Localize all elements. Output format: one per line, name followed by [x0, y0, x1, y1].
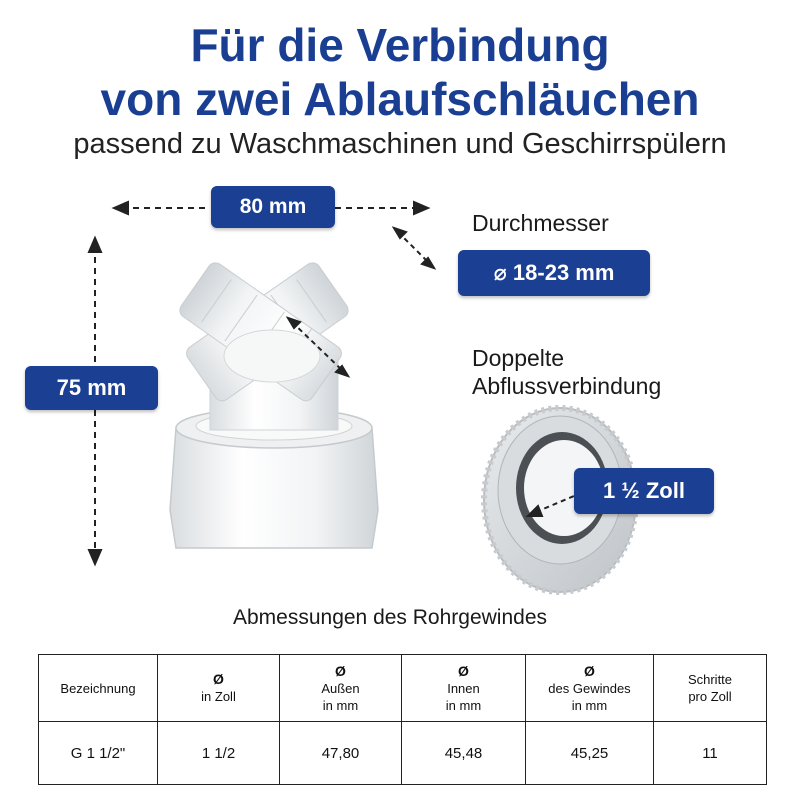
header-cell: [402, 655, 526, 722]
header-line-2: pro Zoll: [688, 689, 732, 704]
table-header-row: [39, 655, 767, 722]
double-label-line-2: Abflussverbindung: [472, 373, 662, 399]
diameter-symbol: Ø: [584, 662, 595, 679]
header-cell: [39, 655, 158, 722]
header-line-2: in mm: [322, 697, 359, 713]
double-connection-label: [472, 344, 661, 400]
header-line-1: Schritte: [687, 672, 733, 687]
y-connector-icon: [170, 260, 378, 548]
subtitle: passend zu Waschmaschinen und Geschirrspülern: [73, 128, 727, 160]
header-line-2: in mm: [445, 697, 482, 713]
diameter-label: Durchmesser: [472, 210, 609, 236]
header-line-1: Außen: [321, 680, 360, 696]
header-line-1: in Zoll: [201, 689, 236, 704]
height-badge: 75 mm: [25, 366, 158, 410]
diameter-symbol: Ø: [335, 662, 346, 679]
header-line-1: Bezeichnung: [60, 680, 136, 696]
header-cell: [526, 655, 654, 722]
header-line-2: in mm: [571, 697, 608, 713]
width-badge: 80 mm: [211, 186, 335, 228]
table-title: Abmessungen des Rohrgewindes: [232, 606, 548, 629]
double-label-line-1: Doppelte: [472, 345, 565, 371]
table-cell: 47,80: [280, 722, 402, 785]
table-cell: 45,48: [402, 722, 526, 785]
header-line-1: des Gewindes: [548, 680, 631, 696]
table-cell: 11: [654, 722, 767, 785]
header-cell: [158, 655, 280, 722]
table-cell: 1 1/2: [158, 722, 280, 785]
thread-size-badge: 1 ½ Zoll: [574, 468, 714, 514]
diameter-symbol: Ø: [458, 662, 469, 679]
thread-spec-table: [38, 654, 767, 785]
table-cell: G 1 1/2": [39, 722, 158, 785]
title-line-2: von zwei Ablaufschläuchen: [100, 73, 700, 125]
diameter-symbol: Ø: [213, 671, 224, 687]
header-cell: [654, 655, 767, 722]
table-row: [39, 722, 767, 785]
table-cell: 45,25: [526, 722, 654, 785]
header-cell: [280, 655, 402, 722]
title-line-1: Für die Verbindung: [190, 19, 610, 71]
header-line-1: Innen: [447, 680, 480, 696]
diameter-badge: ⌀ 18-23 mm: [458, 250, 650, 296]
